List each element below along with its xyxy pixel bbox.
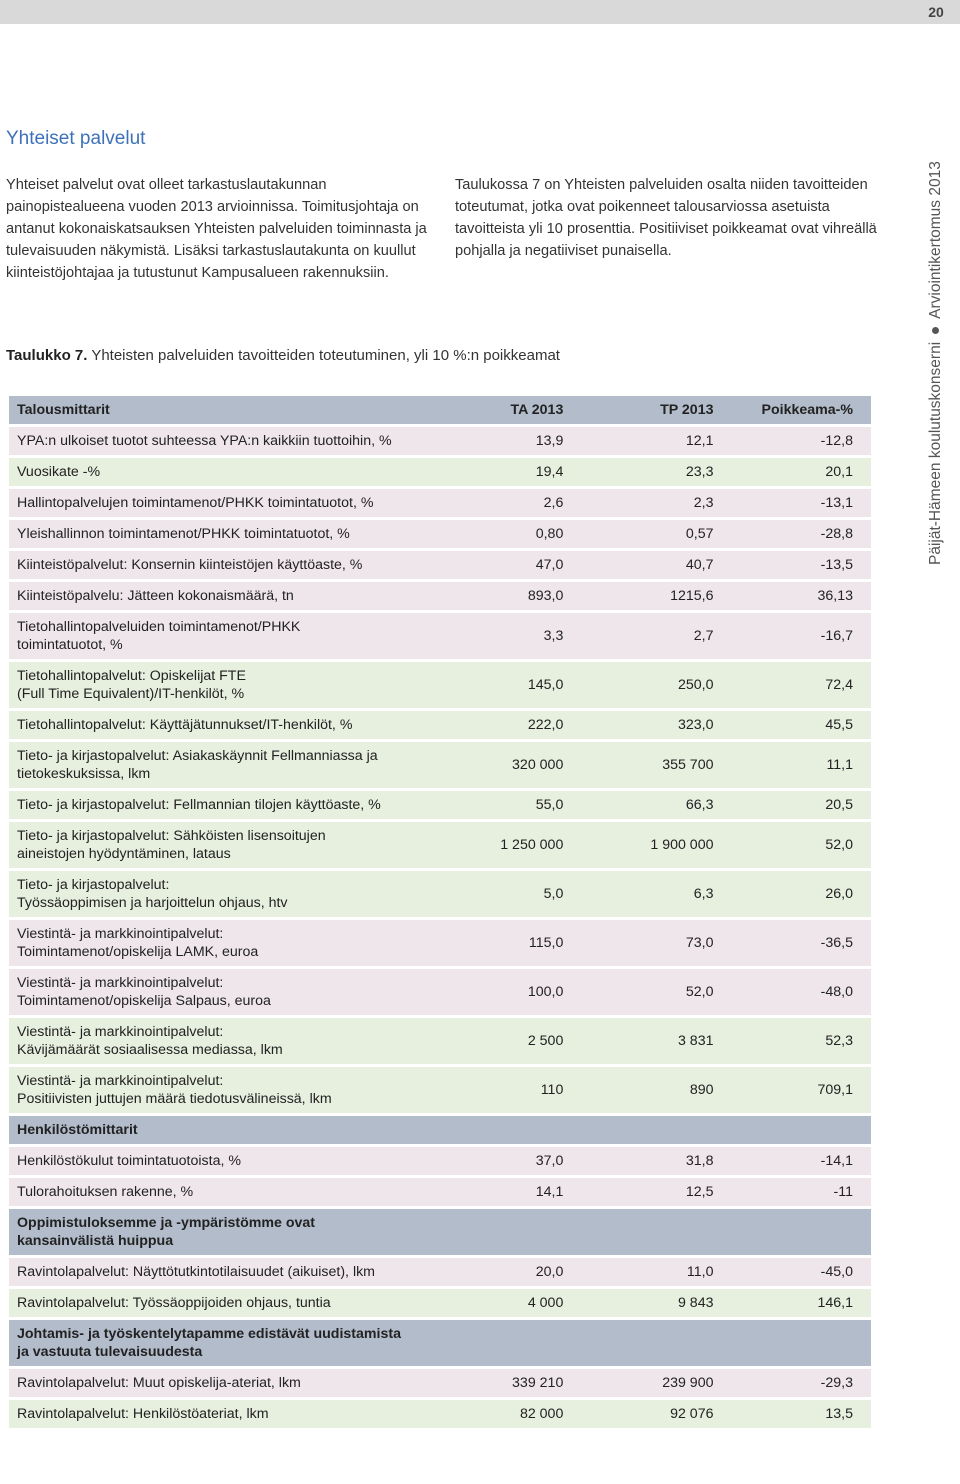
row-deviation: -13,1 <box>731 489 871 517</box>
header-tp: TP 2013 <box>581 396 731 424</box>
row-label-line2: aineistojen hyödyntäminen, lataus <box>17 846 231 862</box>
row-label: Yleishallinnon toimintamenot/PHKK toimintatuotot, % <box>9 520 469 548</box>
side-text-report: Arviointikertomus 2013 <box>927 161 944 319</box>
row-tp: 12,1 <box>581 427 731 455</box>
bullet-dot-icon <box>932 327 939 334</box>
row-deviation: 709,1 <box>731 1067 871 1113</box>
row-deviation: 20,1 <box>731 458 871 486</box>
row-label-line2: toimintatuotot, % <box>17 637 123 653</box>
row-label: Ravintolapalvelut: Työssäoppijoiden ohjaus, tuntia <box>9 1289 469 1317</box>
row-label-line1: Viestintä- ja markkinointipalvelut: <box>17 1073 224 1089</box>
row-deviation: 20,5 <box>731 791 871 819</box>
row-deviation: 11,1 <box>731 742 871 788</box>
table-caption-text: Yhteisten palveluiden tavoitteiden toteutuminen, yli 10 %:n poikkeamat <box>91 347 560 364</box>
row-tp: 52,0 <box>581 969 731 1015</box>
top-bar <box>0 0 960 24</box>
section-header-row <box>9 1116 871 1144</box>
section-header-oppimis <box>9 1209 871 1255</box>
table-row <box>9 742 871 788</box>
row-label <box>9 613 469 659</box>
row-tp: 0,57 <box>581 520 731 548</box>
row-label-line1: Tietohallintopalvelut: Opiskelijat FTE <box>17 668 246 684</box>
row-tp: 355 700 <box>581 742 731 788</box>
row-label <box>9 871 469 917</box>
row-label-line1: Viestintä- ja markkinointipalvelut: <box>17 975 224 991</box>
row-label: YPA:n ulkoiset tuotot suhteessa YPA:n kaikkiin tuottoihin, % <box>9 427 469 455</box>
row-ta: 2 500 <box>469 1018 581 1064</box>
row-ta: 145,0 <box>469 662 581 708</box>
row-deviation: 52,3 <box>731 1018 871 1064</box>
row-ta: 19,4 <box>469 458 581 486</box>
table-row <box>9 551 871 579</box>
row-label-line2: Kävijämäärät sosiaalisessa mediassa, lkm <box>17 1042 283 1058</box>
row-tp: 250,0 <box>581 662 731 708</box>
row-ta: 14,1 <box>469 1178 581 1206</box>
table-row <box>9 871 871 917</box>
row-deviation: -12,8 <box>731 427 871 455</box>
table-row <box>9 1178 871 1206</box>
table-row <box>9 582 871 610</box>
row-label: Ravintolapalvelut: Henkilöstöateriat, lkm <box>9 1400 469 1428</box>
row-label: Ravintolapalvelut: Näyttötutkintotilaisuudet (aikuiset), lkm <box>9 1258 469 1286</box>
row-label-line2: Työssäoppimisen ja harjoittelun ohjaus, htv <box>17 895 288 911</box>
side-running-header <box>918 5 954 565</box>
row-ta: 37,0 <box>469 1147 581 1175</box>
section-header-row <box>9 1209 871 1255</box>
table-row <box>9 711 871 739</box>
row-ta: 222,0 <box>469 711 581 739</box>
row-deviation: 45,5 <box>731 711 871 739</box>
row-ta: 100,0 <box>469 969 581 1015</box>
row-tp: 3 831 <box>581 1018 731 1064</box>
row-tp: 92 076 <box>581 1400 731 1428</box>
table-row <box>9 1400 871 1428</box>
row-ta: 13,9 <box>469 427 581 455</box>
row-tp: 1215,6 <box>581 582 731 610</box>
table-row <box>9 613 871 659</box>
section-header-johtamis <box>9 1320 871 1366</box>
row-label: Tietohallintopalvelut: Käyttäjätunnukset/IT-henkilöt, % <box>9 711 469 739</box>
row-deviation: 26,0 <box>731 871 871 917</box>
row-label-line1: Viestintä- ja markkinointipalvelut: <box>17 926 224 942</box>
header-ta: TA 2013 <box>469 396 581 424</box>
row-deviation: -45,0 <box>731 1258 871 1286</box>
row-label-line2: Positiivisten juttujen määrä tiedotusvälineissä, lkm <box>17 1091 332 1107</box>
table-row <box>9 920 871 966</box>
row-deviation: 146,1 <box>731 1289 871 1317</box>
row-label: Hallintopalvelujen toimintamenot/PHKK toimintatuotot, % <box>9 489 469 517</box>
table-caption <box>6 347 560 364</box>
intro-paragraph-right: Taulukossa 7 on Yhteisten palveluiden osalta niiden tavoitteiden toteutumat, jotka ovat poikenneet talousarviossa asetuista tavoitteista yli 10 prosenttia. Positiiviset poikkeamat ovat vihreällä pohjalla ja negatiiviset punaisella. <box>455 177 877 259</box>
row-deviation: -16,7 <box>731 613 871 659</box>
row-ta: 82 000 <box>469 1400 581 1428</box>
row-deviation: 36,13 <box>731 582 871 610</box>
table-row <box>9 1258 871 1286</box>
row-ta: 339 210 <box>469 1369 581 1397</box>
row-label: Henkilöstökulut toimintatuotoista, % <box>9 1147 469 1175</box>
row-label: Kiinteistöpalvelut: Konsernin kiinteistöjen käyttöaste, % <box>9 551 469 579</box>
row-deviation: -14,1 <box>731 1147 871 1175</box>
table-row <box>9 520 871 548</box>
side-text-organization: Päijät-Hämeen koulutuskonserni <box>927 341 944 565</box>
row-label <box>9 1018 469 1064</box>
row-label: Kiinteistöpalvelu: Jätteen kokonaismäärä, tn <box>9 582 469 610</box>
row-tp: 6,3 <box>581 871 731 917</box>
row-ta: 55,0 <box>469 791 581 819</box>
row-label-line2: Toimintamenot/opiskelija LAMK, euroa <box>17 944 259 960</box>
row-tp: 2,7 <box>581 613 731 659</box>
section-title: Yhteiset palvelut <box>6 128 146 149</box>
row-label-line1: Viestintä- ja markkinointipalvelut: <box>17 1024 224 1040</box>
row-label-line2: Toimintamenot/opiskelija Salpaus, euroa <box>17 993 271 1009</box>
table-row <box>9 1369 871 1397</box>
section-line2: ja vastuuta tulevaisuudesta <box>17 1344 203 1360</box>
row-ta: 320 000 <box>469 742 581 788</box>
page-number: 20 <box>928 4 944 20</box>
table-row <box>9 427 871 455</box>
row-ta: 3,3 <box>469 613 581 659</box>
table-row <box>9 458 871 486</box>
intro-paragraph-left: Yhteiset palvelut ovat olleet tarkastuslautakunnan painopistealueena vuoden 2013 arvioinnissa. Toimitusjohtaja on antanut kokonaiskatsauksen Yhteisten palveluiden toiminnasta ja tulevaisuuden näkymistä. Lisäksi tarkastuslautakunta on kuullut kiinteistöjohtajaa ja tutustunut Kampusalueen rakennuksiin. <box>6 177 427 281</box>
row-ta: 2,6 <box>469 489 581 517</box>
row-ta: 893,0 <box>469 582 581 610</box>
section-line1: Johtamis- ja työskentelytapamme edistävät uudistamista <box>17 1326 401 1342</box>
row-ta: 110 <box>469 1067 581 1113</box>
row-label: Ravintolapalvelut: Muut opiskelija-ateriat, lkm <box>9 1369 469 1397</box>
row-tp: 9 843 <box>581 1289 731 1317</box>
row-deviation: -13,5 <box>731 551 871 579</box>
row-tp: 12,5 <box>581 1178 731 1206</box>
table-row <box>9 969 871 1015</box>
row-label-line1: Tieto- ja kirjastopalvelut: Sähköisten lisensoitujen <box>17 828 326 844</box>
table-row <box>9 1067 871 1113</box>
row-label <box>9 920 469 966</box>
row-label-line1: Tieto- ja kirjastopalvelut: <box>17 877 170 893</box>
row-ta: 1 250 000 <box>469 822 581 868</box>
table-row <box>9 662 871 708</box>
row-deviation: 13,5 <box>731 1400 871 1428</box>
row-label <box>9 742 469 788</box>
row-label: Vuosikate -% <box>9 458 469 486</box>
section-line2: kansainvälistä huippua <box>17 1233 174 1249</box>
row-tp: 23,3 <box>581 458 731 486</box>
row-label-line2: (Full Time Equivalent)/IT-henkilöt, % <box>17 686 245 702</box>
row-ta: 0,80 <box>469 520 581 548</box>
row-label <box>9 662 469 708</box>
row-deviation: 72,4 <box>731 662 871 708</box>
table-row <box>9 791 871 819</box>
row-label <box>9 1067 469 1113</box>
row-label <box>9 822 469 868</box>
table-row <box>9 1147 871 1175</box>
table-row <box>9 822 871 868</box>
row-tp: 31,8 <box>581 1147 731 1175</box>
header-metric: Talousmittarit <box>9 396 469 424</box>
section-header-row <box>9 1320 871 1366</box>
row-label-line1: Tietohallintopalveluiden toimintamenot/PHKK <box>17 619 301 635</box>
row-deviation: -48,0 <box>731 969 871 1015</box>
table-row <box>9 489 871 517</box>
row-tp: 73,0 <box>581 920 731 966</box>
row-ta: 4 000 <box>469 1289 581 1317</box>
results-table <box>9 393 871 1431</box>
row-ta: 115,0 <box>469 920 581 966</box>
row-ta: 5,0 <box>469 871 581 917</box>
header-deviation: Poikkeama-% <box>731 396 871 424</box>
row-deviation: -11 <box>731 1178 871 1206</box>
row-label: Tieto- ja kirjastopalvelut: Fellmannian tilojen käyttöaste, % <box>9 791 469 819</box>
row-tp: 66,3 <box>581 791 731 819</box>
row-tp: 2,3 <box>581 489 731 517</box>
table-row <box>9 1018 871 1064</box>
row-tp: 890 <box>581 1067 731 1113</box>
row-deviation: -36,5 <box>731 920 871 966</box>
table-header-row <box>9 396 871 424</box>
row-tp: 323,0 <box>581 711 731 739</box>
row-deviation: -28,8 <box>731 520 871 548</box>
section-header-henkilosto: Henkilöstömittarit <box>9 1116 871 1144</box>
row-label <box>9 969 469 1015</box>
row-tp: 239 900 <box>581 1369 731 1397</box>
row-tp: 11,0 <box>581 1258 731 1286</box>
table-row <box>9 1289 871 1317</box>
section-line1: Oppimistuloksemme ja -ympäristömme ovat <box>17 1215 316 1231</box>
row-tp: 1 900 000 <box>581 822 731 868</box>
row-tp: 40,7 <box>581 551 731 579</box>
row-ta: 47,0 <box>469 551 581 579</box>
table-caption-label: Taulukko 7. <box>6 347 88 364</box>
row-label-line1: Tieto- ja kirjastopalvelut: Asiakaskäynnit Fellmanniassa ja <box>17 748 378 764</box>
row-ta: 20,0 <box>469 1258 581 1286</box>
row-deviation: 52,0 <box>731 822 871 868</box>
row-label-line2: tietokeskuksissa, lkm <box>17 766 151 782</box>
row-deviation: -29,3 <box>731 1369 871 1397</box>
row-label: Tulorahoituksen rakenne, % <box>9 1178 469 1206</box>
